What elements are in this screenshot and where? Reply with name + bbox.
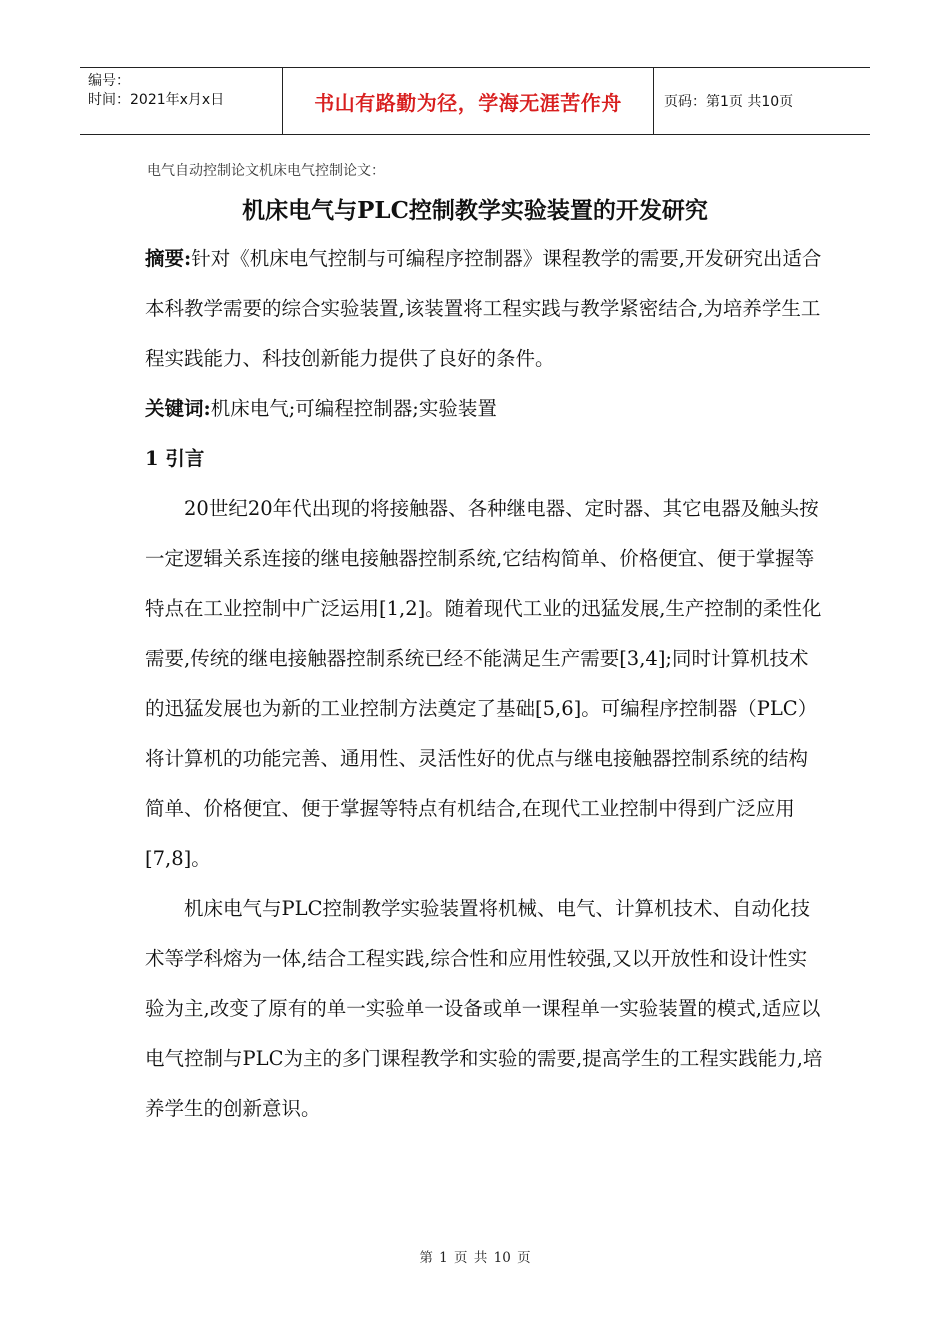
section-heading: 1 引言: [145, 447, 205, 470]
abstract: [145, 234, 825, 384]
document-number: 编号：: [88, 73, 130, 89]
abstract-label: 摘要:: [145, 247, 192, 270]
category-line: 电气自动控制论文机床电气控制论文：: [147, 163, 385, 179]
paragraph: 机床电气与PLC控制教学实验装置将机械、电气、计算机技术、自动化技术等学科熔为一体,结合工程实践,综合性和应用性较强,又以开放性和设计性实验为主,改变了原有的单一实验单一设备或单一课程单一实验装置的模式,适应以电气控制与PLC为主的多门课程教学和实验的需要,提高学生的工程实践能力,培养学生的创新意识。: [145, 897, 823, 1120]
header-page-cell: [654, 68, 870, 134]
document-date: 时间：2021年x月x日: [88, 92, 225, 108]
keywords: [145, 384, 825, 434]
header-table: [80, 67, 870, 135]
motto-text: 书山有路勤为径，学海无涯苦作舟: [314, 90, 622, 115]
header-meta-cell: [80, 68, 282, 134]
keywords-text: 机床电气;可编程控制器;实验装置: [210, 397, 497, 420]
article-body: [145, 234, 825, 1134]
keywords-label: 关键词:: [145, 397, 211, 420]
page-title: 机床电气与PLC控制教学实验装置的开发研究: [242, 197, 708, 224]
paragraph: 20世纪20年代出现的将接触器、各种继电器、定时器、其它电器及触头按一定逻辑关系连接的继电接触器控制系统,它结构简单、价格便宜、便于掌握等特点在工业控制中广泛运用[1,2]。随着现代工业的迅猛发展,生产控制的柔性化需要,传统的继电接触器控制系统已经不能满足生产需要[3,4];同时计算机技术的迅猛发展也为新的工业控制方法奠定了基础[5,6]。可编程序控制器（PLC）将计算机的功能完善、通用性、灵活性好的优点与继电接触器控制系统的结构简单、价格便宜、便于掌握等特点有机结合,在现代工业控制中得到广泛应用[7,8]。: [145, 497, 822, 870]
page-footer: 第 1 页 共 10 页: [419, 1250, 531, 1266]
header-motto-cell: [282, 68, 654, 134]
page-info: 页码：第1页 共10页: [664, 94, 794, 110]
abstract-text: 针对《机床电气控制与可编程序控制器》课程教学的需要,开发研究出适合本科教学需要的综合实验装置,该装置将工程实践与教学紧密结合,为培养学生工程实践能力、科技创新能力提供了良好的条件。: [145, 247, 822, 370]
